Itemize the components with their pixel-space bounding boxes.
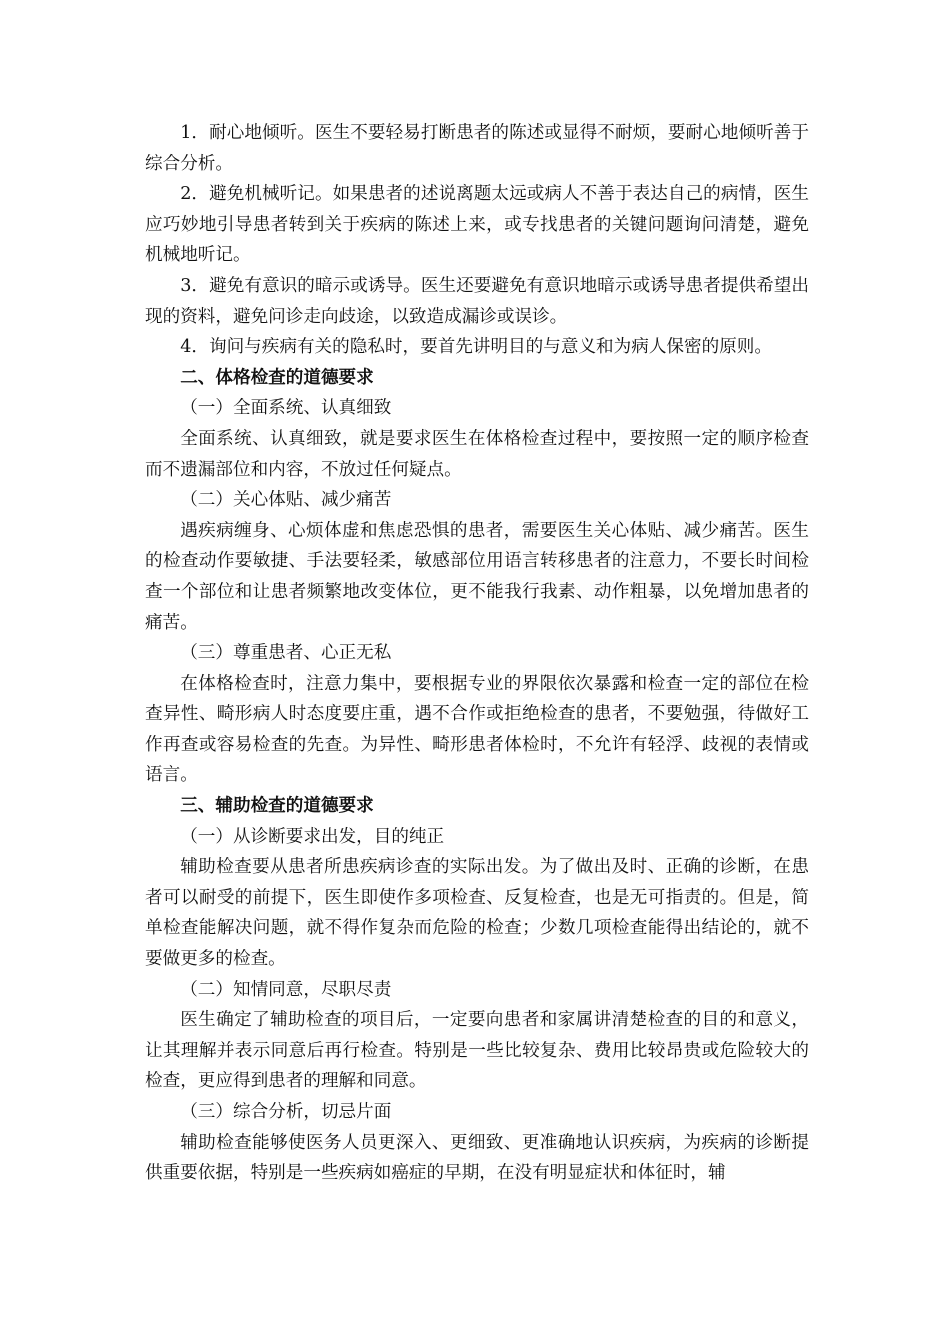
paragraph-comprehensive: 全面系统、认真细致，就是要求医生在体格检查过程中，要按照一定的顺序检查而不遗漏部位和内容，不放过任何疑点。 [145, 428, 809, 480]
paragraph-informed-consent: 医生确定了辅助检查的项目后，一定要向患者和家属讲清楚检查的目的和意义，让其理解并表示同意后再行检查。特别是一些比较复杂、费用比较昂贵或危险较大的检查，更应得到患者的理解和同意。 [145, 1010, 809, 1092]
subheading-comprehensive-analysis: （三）综合分析，切忌片面 [180, 1102, 392, 1122]
paragraph-avoid-suggestion: 3．避免有意识的暗示或诱导。医生还要避免有意识地暗示或诱导患者提供希望出现的资料，避免问诊走向歧途，以致造成漏诊或误诊。 [145, 275, 809, 327]
section-heading-physical-exam: 二、体格检查的道德要求 [180, 366, 374, 388]
paragraph-respect: 在体格检查时，注意力集中，要根据专业的界限依次暴露和检查一定的部位在检查异性、畸形病人时态度要庄重，遇不合作或拒绝检查的患者，不要勉强，待做好工作再查或容易检查的先查。为异性、畸形患者体检时，不允许有轻浮、歧视的表情或语言。 [145, 673, 809, 786]
paragraph-privacy: 4．询问与疾病有关的隐私时，要首先讲明目的与意义和为病人保密的原则。 [180, 337, 772, 358]
paragraph-diagnosis-purpose: 辅助检查要从患者所患疾病诊查的实际出发。为了做出及时、正确的诊断，在患者可以耐受的前提下，医生即使作多项检查、反复检查，也是无可指责的。但是，简单检查能解决问题，就不得作复杂而危险的检查；少数几项检查能得出结论的，就不要做更多的检查。 [145, 857, 809, 970]
paragraph-comprehensive-analysis: 辅助检查能够使医务人员更深入、更细致、更准确地认识疾病，为疾病的诊断提供重要依据，特别是一些疾病如癌症的早期，在没有明显症状和体征时，辅 [145, 1132, 809, 1184]
paragraph-caring: 遇疾病缠身、心烦体虚和焦虑恐惧的患者，需要医生关心体贴、减少痛苦。医生的检查动作要敏捷、手法要轻柔，敏感部位用语言转移患者的注意力，不要长时间检查一个部位和让患者频繁地改变体位，更不能我行我素、动作粗暴，以免增加患者的痛苦。 [145, 520, 809, 633]
paragraph-avoid-mechanical: 2．避免机械听记。如果患者的述说离题太远或病人不善于表达自己的病情，医生应巧妙地引导患者转到关于疾病的陈述上来，或专找患者的关键问题询问清楚，避免机械地听记。 [145, 184, 809, 266]
subheading-caring: （二）关心体贴、减少痛苦 [180, 490, 392, 511]
subheading-diagnosis-purpose: （一）从诊断要求出发，目的纯正 [180, 826, 445, 847]
paragraph-listen-patiently: 1．耐心地倾听。医生不要轻易打断患者的陈述或显得不耐烦，要耐心地倾听善于综合分析。 [145, 123, 809, 174]
subheading-comprehensive: （一）全面系统、认真细致 [180, 398, 392, 419]
subheading-informed-consent: （二）知情同意，尽职尽责 [180, 979, 392, 1000]
section-heading-auxiliary-exam: 三、辅助检查的道德要求 [180, 795, 374, 817]
subheading-respect: （三）尊重患者、心正无私 [180, 643, 392, 664]
document-body [145, 118, 809, 1189]
